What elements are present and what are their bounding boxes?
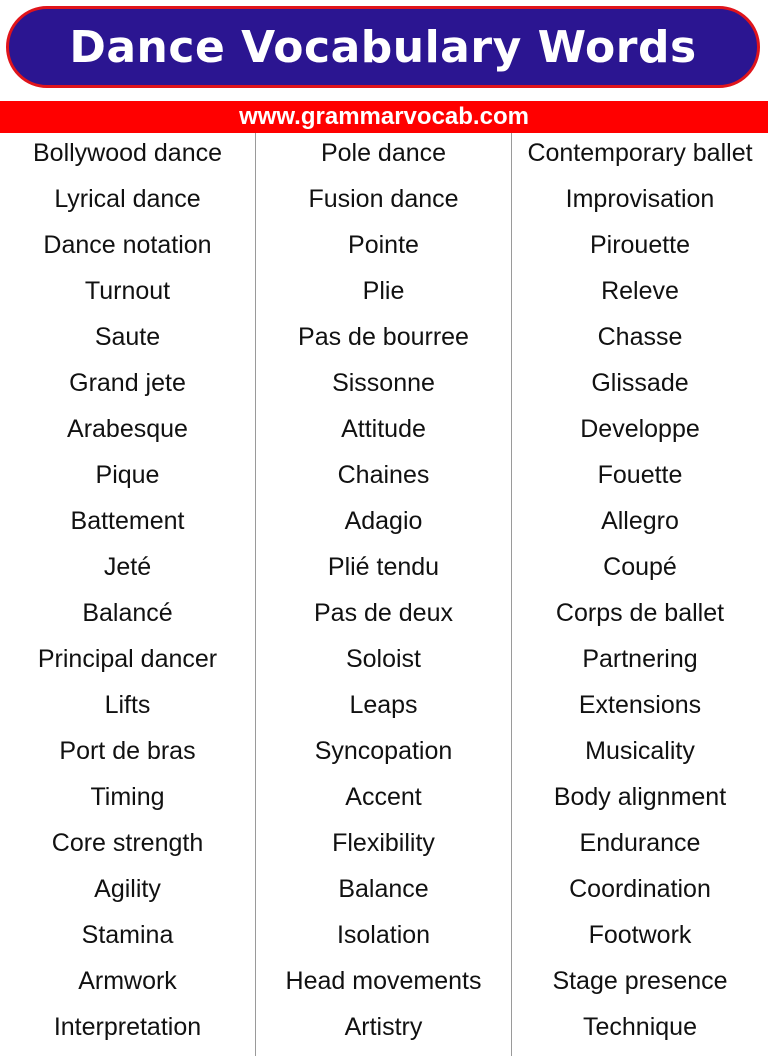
word-item: Armwork [78,967,177,995]
word-item: Timing [90,783,165,811]
word-item: Agility [94,875,161,903]
word-item: Arabesque [67,415,188,443]
word-item: Pique [95,461,160,489]
word-item: Turnout [84,277,171,305]
word-item: Coordination [569,875,711,903]
word-item: Principal dancer [37,645,218,673]
word-item: Stamina [81,921,174,949]
word-item: Technique [583,1013,697,1041]
word-item: Battement [70,507,185,535]
word-item: Pointe [348,231,419,259]
word-item: Developpe [580,415,700,443]
word-item: Lifts [104,691,151,719]
word-item: Lyrical dance [54,185,201,213]
page-title: Dance Vocabulary Words [69,21,697,73]
word-item: Adagio [344,507,423,535]
word-item: Interpretation [53,1013,202,1041]
word-item: Chasse [597,323,683,351]
word-item: Balancé [82,599,173,627]
word-grid [0,133,768,1056]
word-item: Chaines [337,461,430,489]
word-item: Saute [94,323,161,351]
word-item: Core strength [51,829,204,857]
website-bar [0,101,768,133]
word-item: Sissonne [332,369,435,397]
word-item: Attitude [341,415,426,443]
word-item: Balance [338,875,429,903]
word-item: Body alignment [553,783,727,811]
word-item: Glissade [591,369,689,397]
word-item: Partnering [582,645,698,673]
word-item: Fusion dance [308,185,459,213]
word-item: Leaps [349,691,418,719]
word-item: Releve [601,277,679,305]
word-column-1 [0,133,256,1056]
word-item: Bollywood dance [32,139,222,167]
word-item: Pirouette [589,231,691,259]
word-item: Plié tendu [327,553,440,581]
word-item: Jeté [103,553,152,581]
word-item: Allegro [601,507,679,535]
word-item: Endurance [579,829,701,857]
word-item: Pole dance [320,139,447,167]
word-item: Pas de bourree [298,323,469,351]
word-item: Stage presence [552,967,728,995]
word-item: Footwork [588,921,692,949]
word-item: Dance notation [43,231,212,259]
word-item: Head movements [285,967,482,995]
word-item: Improvisation [565,185,715,213]
word-item: Extensions [578,691,702,719]
word-item: Syncopation [314,737,453,765]
word-item: Flexibility [332,829,435,857]
word-item: Artistry [344,1013,423,1041]
word-item: Isolation [336,921,431,949]
word-item: Musicality [585,737,695,765]
word-column-3 [512,133,768,1056]
word-item: Accent [345,783,422,811]
word-item: Coupé [603,553,677,581]
word-item: Fouette [597,461,683,489]
word-item: Grand jete [69,369,186,397]
word-item: Port de bras [59,737,196,765]
title-banner [6,6,760,88]
website-url: www.grammarvocab.com [239,103,529,130]
word-item: Pas de deux [314,599,453,627]
word-item: Plie [362,277,405,305]
word-item: Contemporary ballet [527,139,753,167]
word-column-2 [256,133,512,1056]
word-item: Soloist [345,645,422,673]
word-item: Corps de ballet [555,599,725,627]
